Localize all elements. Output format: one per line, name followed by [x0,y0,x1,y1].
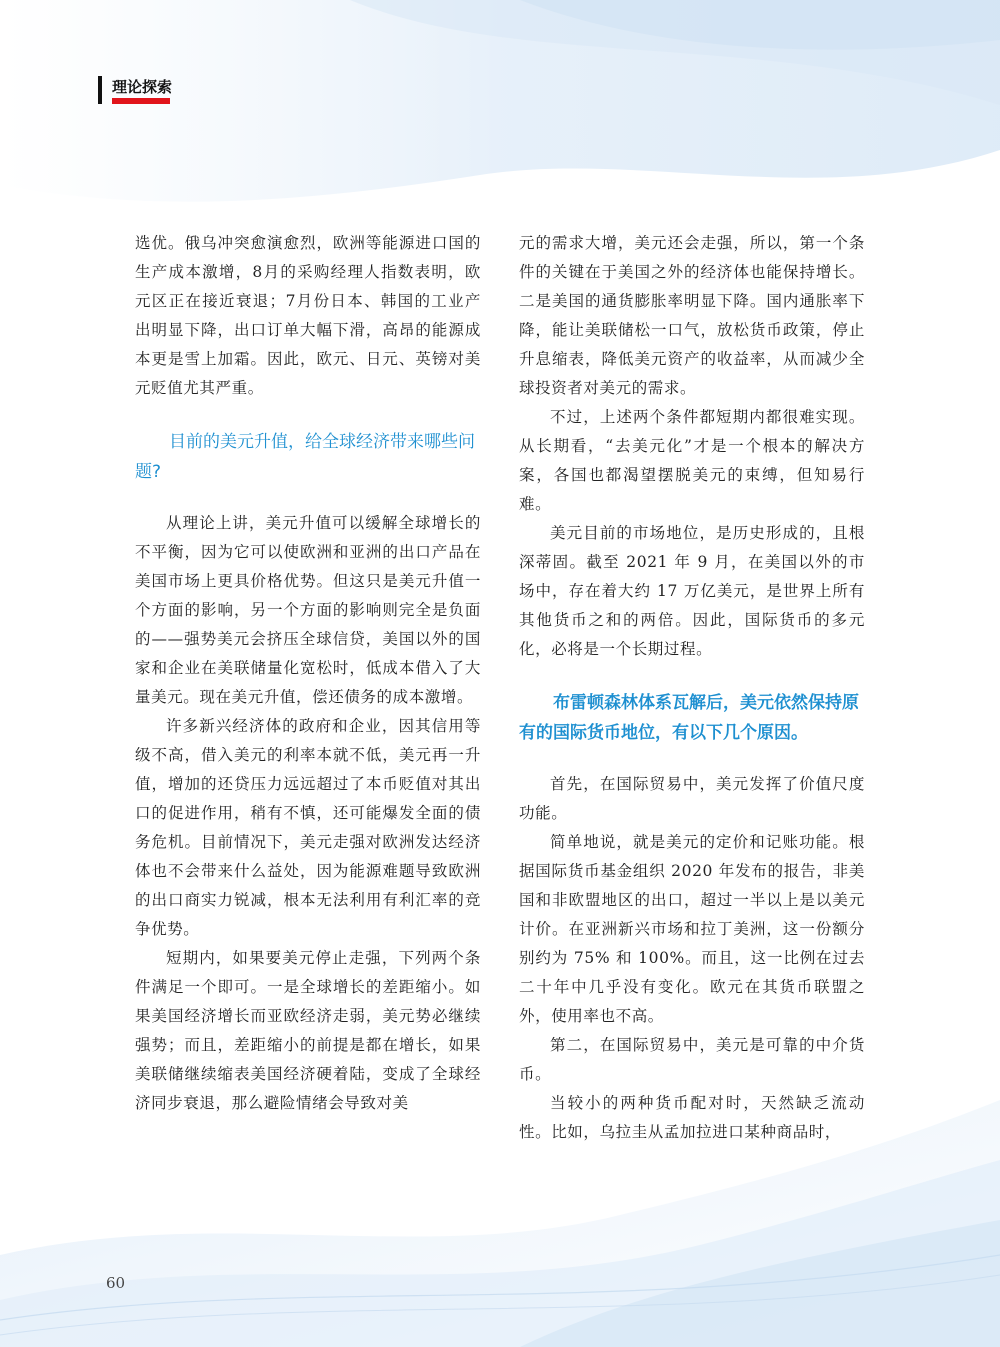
left-paragraph-4: 短期内，如果要美元停止走强，下列两个条件满足一个即可。一是全球增长的差距缩小。如果美国经济增长而亚欧经济走弱，美元势必继续强势；而且，差距缩小的前提是都在增长，如果美联储继续缩表美国经济硬着陆，变成了全球经济同步衰退，那么避险情绪会导致对美 [135,949,481,1112]
page-number: 60 [106,1274,126,1292]
left-paragraph-3: 许多新兴经济体的政府和企业，因其信用等级不高，借入美元的利率本就不低，美元再一升值，增加的还贷压力远远超过了本币贬值对其出口的促进作用，稍有不慎，还可能爆发全面的债务危机。目前情况下，美元走强对欧洲发达经济体也不会带来什么益处，因为能源难题导致欧洲的出口商实力锐减，根本无法利用有利汇率的竞争优势。 [135,717,481,938]
right-paragraph-3: 美元目前的市场地位，是历史形成的，且根深蒂固。截至 2021 年 9 月，在美国以外的市场中，存在着大约 17 万亿美元，是世界上所有其他货币之和的两倍。因此，国际货币的多元化，必将是一个长期过程。 [519,524,865,658]
right-paragraph-1: 元的需求大增，美元还会走强，所以，第一个条件的关键在于美国之外的经济体也能保持增长。二是美国的通货膨胀率明显下降。国内通胀率下降，能让美联储松一口气，放松货币政策，停止升息缩表，降低美元资产的收益率，从而减少全球投资者对美元的需求。 [519,234,865,397]
right-paragraph-2: 不过，上述两个条件都短期内都很难实现。从长期看，“去美元化”才是一个根本的解决方案，各国也都渴望摆脱美元的束缚，但知易行难。 [519,408,865,513]
right-heading-2: 布雷顿森林体系瓦解后，美元依然保持原有的国际货币地位，有以下几个原因。 [519,693,859,743]
left-paragraph-2: 从理论上讲，美元升值可以缓解全球增长的不平衡，因为它可以使欧洲和亚洲的出口产品在美国市场上更具价格优势。但这只是美元升值一个方面的影响，另一个方面的影响则完全是负面的——强势美元会挤压全球信贷，美国以外的国家和企业在美联储量化宽松时，低成本借入了大量美元。现在美元升值，偿还债务的成本激增。 [135,514,481,706]
right-paragraph-7: 当较小的两种货币配对时，天然缺乏流动性。比如，乌拉圭从孟加拉进口某种商品时， [519,1094,865,1141]
header-vertical-bar [98,76,102,104]
right-paragraph-5: 简单地说，就是美元的定价和记账功能。根据国际货币基金组织 2020 年发布的报告，非美国和非欧盟地区的出口，超过一半以上是以美元计价。在亚洲新兴市场和拉丁美洲，这一份额分别约为 75% 和 100%。而且，这一比例在过去二十年中几乎没有变化。欧元在其货币联盟之外，使用率也不高。 [519,833,865,1025]
left-column [135,229,481,1118]
section-title: 理论探索 [112,78,173,96]
left-heading-1: 目前的美元升值，给全球经济带来哪些问题? [135,432,475,482]
header-red-bar [112,98,170,104]
right-paragraph-6: 第二，在国际贸易中，美元是可靠的中介货币。 [519,1036,865,1083]
right-paragraph-4: 首先，在国际贸易中，美元发挥了价值尺度功能。 [519,775,865,822]
right-column [519,229,865,1147]
left-paragraph-1: 选优。俄乌冲突愈演愈烈，欧洲等能源进口国的生产成本激增，8月的采购经理人指数表明，欧元区正在接近衰退；7月份日本、韩国的工业产出明显下降，出口订单大幅下滑，高昂的能源成本更是雪上加霜。因此，欧元、日元、英镑对美元贬值尤其严重。 [135,234,481,397]
